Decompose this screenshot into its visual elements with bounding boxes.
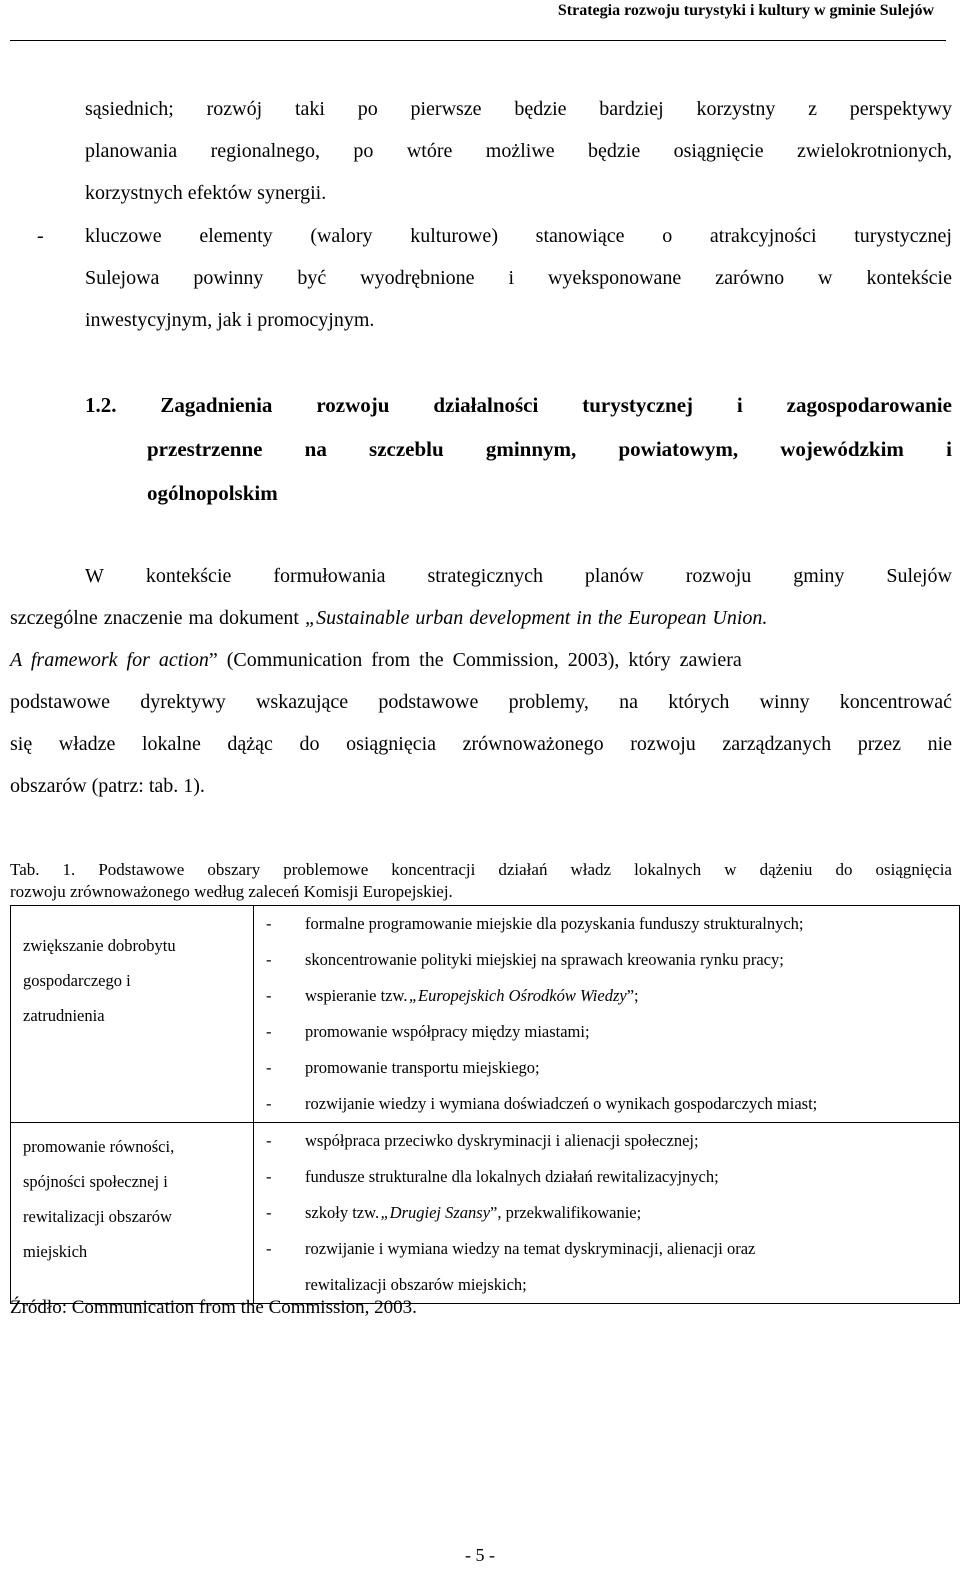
- word: przez: [857, 733, 901, 755]
- text-line: [10, 691, 952, 733]
- dash: -: [266, 1167, 272, 1186]
- word: wyodrębnione: [360, 267, 475, 289]
- word: W: [85, 565, 104, 587]
- word: po: [353, 140, 374, 162]
- word: turystycznej: [582, 393, 694, 417]
- word: problemowe: [283, 860, 369, 879]
- word: o: [662, 225, 673, 247]
- word: i: [946, 437, 952, 461]
- text-line: [10, 649, 952, 691]
- item-text: promowanie współpracy między miastami;: [305, 1022, 590, 1041]
- list-item: [254, 906, 959, 942]
- area-line: spójności społecznej i: [23, 1172, 168, 1191]
- word: pierwsze: [410, 98, 482, 120]
- word: zwielokrotnionych,: [797, 140, 952, 162]
- item-text: współpraca przeciwko dyskryminacji i alienacji społecznej;: [305, 1131, 699, 1150]
- word: i: [736, 393, 743, 417]
- word: których: [668, 691, 730, 713]
- word: perspektywy: [849, 98, 952, 120]
- dash: -: [266, 950, 272, 969]
- area-line: promowanie równości,: [23, 1137, 175, 1156]
- word: władze: [58, 733, 116, 755]
- text-line: [85, 267, 952, 309]
- item-italic: „Drugiej Szansy: [380, 1203, 491, 1222]
- item-text: ”, przekwalifikowanie;: [490, 1203, 642, 1222]
- word: taki: [294, 98, 325, 120]
- bullet-dash: -: [37, 225, 44, 247]
- word: będzie: [514, 98, 567, 120]
- list-item: [254, 1086, 959, 1122]
- area-line: rewitalizacji obszarów: [23, 1207, 172, 1226]
- word: planowania: [85, 140, 178, 162]
- word: strategicznych: [427, 565, 543, 587]
- page-number: - 5 -: [465, 1545, 495, 1565]
- body-paragraph: [10, 565, 952, 817]
- area-cell: [11, 906, 254, 1123]
- text-line: korzystnych efektów synergii.: [85, 182, 327, 204]
- word: na: [619, 691, 639, 713]
- word: wojewódzkim: [780, 437, 904, 461]
- text-run: ” (Communication from the Commission, 2003), który zawiera: [208, 649, 742, 671]
- word: w: [724, 860, 737, 879]
- word: (walory: [310, 225, 373, 247]
- word: osiągnięcie: [673, 140, 764, 162]
- word: formułowania: [273, 565, 386, 587]
- word: rozwoju: [685, 565, 752, 587]
- bullet-block: [85, 225, 952, 351]
- word: Sulejowa: [85, 267, 160, 289]
- section-heading: [85, 393, 952, 525]
- word: podstawowe: [378, 691, 479, 713]
- word: lokalne: [141, 733, 201, 755]
- item-text: szkoły tzw.: [305, 1203, 380, 1222]
- caption-line: rozwoju zrównoważonego według zaleceń Komisji Europejskiej.: [10, 882, 453, 901]
- text-line: obszarów (patrz: tab. 1).: [10, 775, 205, 797]
- area-label: [23, 1123, 253, 1269]
- dash: -: [266, 1094, 272, 1113]
- measures-cell: [254, 1123, 960, 1304]
- text-line: [85, 140, 952, 182]
- word: władz: [570, 860, 612, 879]
- word: do: [299, 733, 320, 755]
- dash: -: [266, 1058, 272, 1077]
- list-item: [254, 1195, 959, 1231]
- heading-line: ogólnopolskim: [147, 481, 278, 505]
- word: rozwój: [206, 98, 263, 120]
- list-item: [254, 978, 959, 1014]
- item-text: formalne programowanie miejskie dla pozyskania funduszy strukturalnych;: [305, 914, 804, 933]
- word: zrównoważonego: [462, 733, 604, 755]
- word: 1.2.: [85, 393, 117, 417]
- dash: -: [266, 1131, 272, 1150]
- word: stanowiące: [535, 225, 625, 247]
- word: turystycznej: [854, 225, 952, 247]
- list-item: [254, 942, 959, 978]
- dash: -: [266, 1203, 272, 1222]
- word: powiatowym,: [618, 437, 739, 461]
- word: możliwe: [485, 140, 555, 162]
- problem-areas-table: [10, 905, 960, 1304]
- heading-line: [85, 393, 952, 437]
- word: się: [10, 733, 33, 755]
- list-item: [254, 1123, 959, 1159]
- word: zarówno: [715, 267, 785, 289]
- word: z: [808, 98, 817, 120]
- word: koncentrować: [839, 691, 952, 713]
- measures-cell: [254, 906, 960, 1123]
- area-line: zwiększanie dobrobytu: [23, 936, 176, 955]
- word: dążeniu: [759, 860, 813, 879]
- list-item: [254, 1014, 959, 1050]
- list-item: [254, 1231, 959, 1267]
- table-caption: [10, 860, 952, 904]
- word: problemy,: [508, 691, 589, 713]
- word: bardziej: [599, 98, 664, 120]
- dash: -: [266, 1022, 272, 1041]
- header-rule: [10, 40, 946, 41]
- area-label: [23, 906, 253, 1033]
- word: Podstawowe: [98, 860, 185, 879]
- word: 1.: [62, 860, 76, 879]
- word: osiągnięcia: [346, 733, 437, 755]
- word: gminnym,: [485, 437, 577, 461]
- word: koncentracji: [391, 860, 476, 879]
- item-text: rewitalizacji obszarów miejskich;: [305, 1275, 527, 1294]
- word: sąsiednich;: [85, 98, 174, 120]
- word: atrakcyjności: [709, 225, 817, 247]
- word: przestrzenne: [147, 437, 263, 461]
- text-line: inwestycyjnym, jak i promocyjnym.: [85, 309, 375, 331]
- word: działań: [498, 860, 548, 879]
- dash: -: [266, 986, 272, 1005]
- item-text: wspieranie tzw.: [305, 986, 408, 1005]
- word: obszary: [207, 860, 261, 879]
- dash: -: [266, 914, 272, 933]
- word: Tab.: [10, 860, 40, 879]
- intro-block: [85, 98, 952, 224]
- word: dążąc: [227, 733, 273, 755]
- word: wyeksponowane: [548, 267, 682, 289]
- word: w: [818, 267, 833, 289]
- word: nie: [927, 733, 952, 755]
- word: zagospodarowanie: [786, 393, 952, 417]
- word: szczeblu: [369, 437, 444, 461]
- area-cell: [11, 1123, 254, 1304]
- word: zarządzanych: [722, 733, 832, 755]
- item-text: skoncentrowanie polityki miejskiej na sprawach kreowania rynku pracy;: [305, 950, 784, 969]
- heading-line: [147, 437, 952, 481]
- table-row: [11, 1123, 960, 1304]
- dash: -: [266, 1239, 272, 1258]
- source-note: Źródło: Communication from the Commission, 2003.: [10, 1297, 417, 1318]
- document-title-italic: A framework for action: [10, 649, 209, 671]
- word: po: [357, 98, 378, 120]
- word: osiągnięcia: [875, 860, 952, 879]
- text-line: [85, 98, 952, 140]
- table-row: [11, 906, 960, 1123]
- word: Zagadnienia: [160, 393, 273, 417]
- running-header: Strategia rozwoju turystyki i kultury w gminie Sulejów: [557, 2, 934, 19]
- text-line: [10, 607, 952, 649]
- word: wskazujące: [255, 691, 349, 713]
- item-text: rozwijanie wiedzy i wymiana doświadczeń o wynikach gospodarczych miast;: [305, 1094, 818, 1113]
- text-line: [85, 225, 952, 267]
- area-line: gospodarczego i: [23, 971, 131, 990]
- word: winny: [759, 691, 810, 713]
- item-italic: „Europejskich Ośrodków Wiedzy: [408, 986, 627, 1005]
- word: do: [835, 860, 853, 879]
- word: dyrektywy: [140, 691, 226, 713]
- list-item: [254, 1159, 959, 1195]
- word: na: [304, 437, 327, 461]
- text-line: [10, 565, 952, 607]
- word: podstawowe: [10, 691, 110, 713]
- word: rozwoju: [630, 733, 696, 755]
- word: regionalnego,: [210, 140, 320, 162]
- text-run: szczególne znaczenie ma dokument: [10, 607, 305, 629]
- word: kluczowe: [85, 225, 162, 247]
- word: rozwoju: [316, 393, 390, 417]
- word: powinny: [193, 267, 264, 289]
- word: kontekście: [866, 267, 952, 289]
- word: wtóre: [406, 140, 453, 162]
- word: gminy: [793, 565, 845, 587]
- word: Sulejów: [886, 565, 952, 587]
- word: będzie: [588, 140, 641, 162]
- word: kontekście: [145, 565, 232, 587]
- area-line: miejskich: [23, 1242, 88, 1261]
- document-title-italic: „Sustainable urban development in the European Union.: [304, 607, 768, 629]
- word: działalności: [433, 393, 539, 417]
- word: lokalnych: [634, 860, 702, 879]
- word: i: [508, 267, 515, 289]
- item-text: fundusze strukturalne dla lokalnych działań rewitalizacyjnych;: [305, 1167, 719, 1186]
- word: korzystny: [696, 98, 776, 120]
- word: elementy: [199, 225, 273, 247]
- text-line: [10, 733, 952, 775]
- item-text: rozwijanie i wymiana wiedzy na temat dyskryminacji, alienacji oraz: [305, 1239, 756, 1258]
- area-line: zatrudnienia: [23, 1006, 105, 1025]
- word: być: [297, 267, 327, 289]
- item-text: ”;: [626, 986, 639, 1005]
- list-item: [254, 1050, 959, 1086]
- word: planów: [584, 565, 644, 587]
- word: kulturowe): [410, 225, 498, 247]
- item-text: promowanie transportu miejskiego;: [305, 1058, 540, 1077]
- caption-line: [10, 860, 952, 882]
